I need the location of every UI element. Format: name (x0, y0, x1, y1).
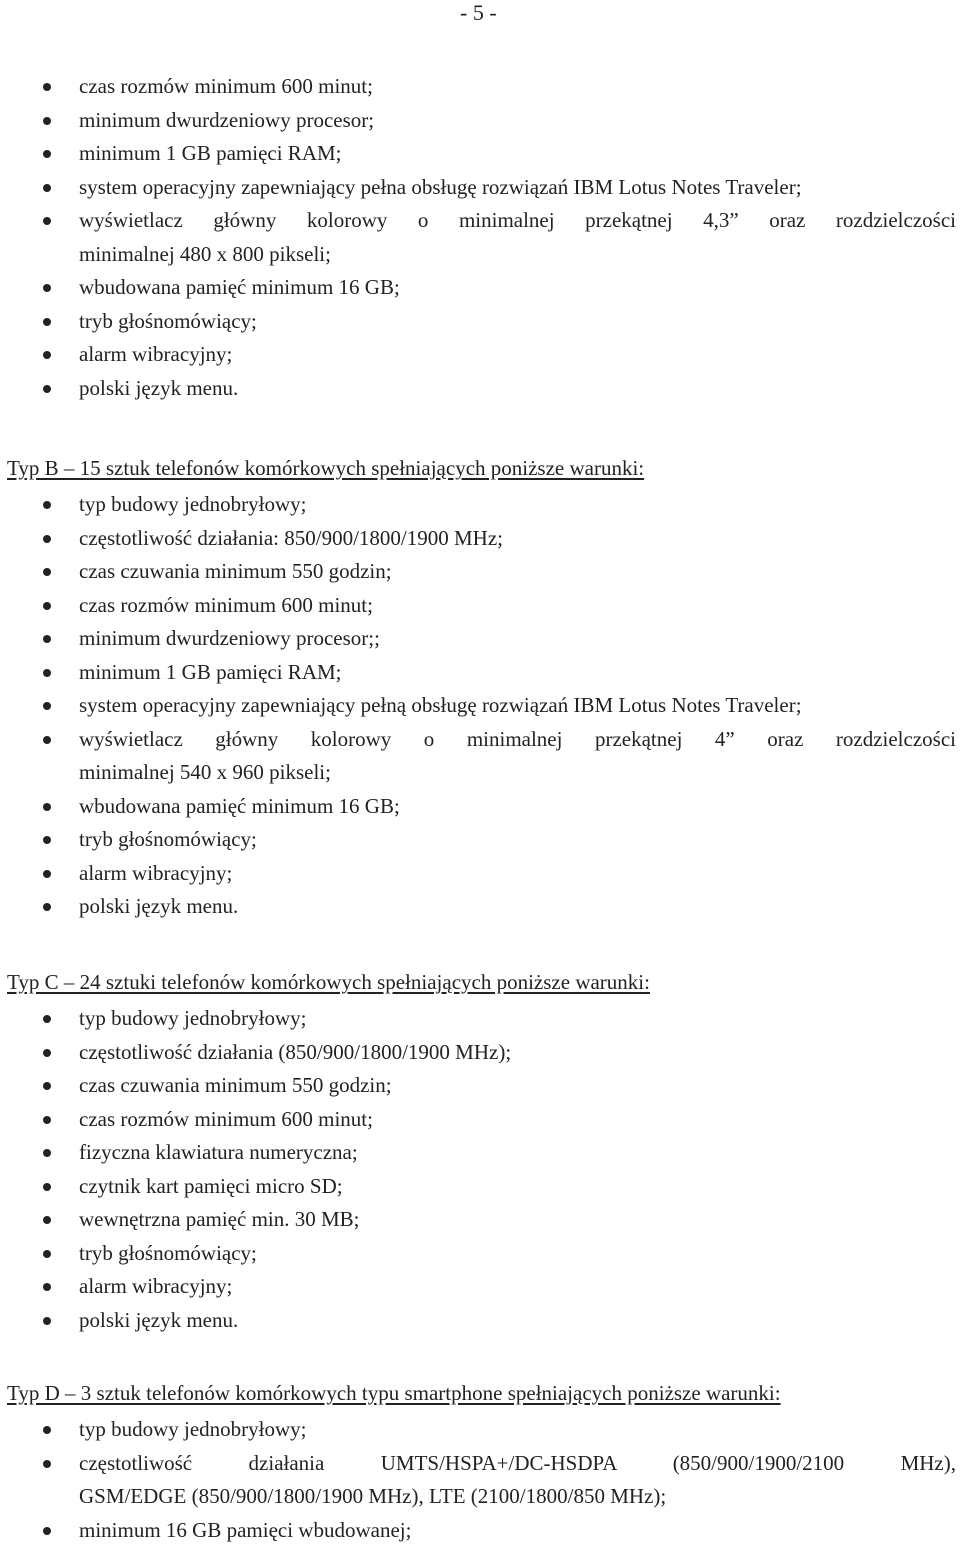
list-item (0, 1237, 960, 1271)
list-item (0, 305, 960, 339)
list-item (0, 1136, 960, 1170)
list-item-text: wewnętrzna pamięć min. 30 MB; (79, 1207, 360, 1231)
list-item (0, 689, 960, 723)
bullet-icon (43, 351, 51, 359)
list-item (0, 1304, 960, 1338)
list-item-line: częstotliwość działania UMTS/HSPA+/DC-HSDPA (850/900/1900/2100 MHz), (79, 1447, 956, 1481)
bullet-icon (43, 568, 51, 576)
list-item-text: tryb głośnomówiący; (79, 827, 257, 851)
list-item (0, 622, 960, 656)
list-item-text: fizyczna klawiatura numeryczna; (79, 1140, 358, 1164)
list-item-line: wyświetlacz główny kolorowy o minimalnej przekątnej 4” oraz rozdzielczości (79, 723, 956, 757)
list-item (0, 70, 960, 104)
list-item (0, 171, 960, 205)
list-item (0, 555, 960, 589)
list-item-text: czas rozmów minimum 600 minut; (79, 593, 373, 617)
list-item (0, 1036, 960, 1070)
section-heading-typ-c: Typ C – 24 sztuki telefonów komórkowych spełniających poniższe warunki: (7, 968, 960, 996)
list-item (0, 271, 960, 305)
list-item (0, 104, 960, 138)
list-item (0, 1413, 960, 1447)
bullet-icon (43, 1049, 51, 1057)
list-item (0, 823, 960, 857)
section-d (0, 1379, 960, 1547)
list-item-text: minimum dwurdzeniowy procesor; (79, 108, 374, 132)
bullet-icon (43, 385, 51, 393)
list-item-line: minimalnej 480 x 800 pikseli; (79, 238, 956, 272)
list-item (0, 790, 960, 824)
list-item-text: wbudowana pamięć minimum 16 GB; (79, 275, 400, 299)
bullet-icon (43, 1183, 51, 1191)
list-item-line: GSM/EDGE (850/900/1800/1900 MHz), LTE (2100/1800/850 MHz); (79, 1480, 956, 1514)
list-item (0, 488, 960, 522)
bullet-icon (43, 635, 51, 643)
section-heading-typ-b: Typ B – 15 sztuk telefonów komórkowych spełniających poniższe warunki: (7, 454, 960, 482)
bullet-icon (43, 184, 51, 192)
bullet-icon (43, 602, 51, 610)
list-item-line: minimalnej 540 x 960 pikseli; (79, 756, 956, 790)
bullet-icon (43, 1426, 51, 1434)
list-item-text: alarm wibracyjny; (79, 1274, 232, 1298)
list-item-text: tryb głośnomówiący; (79, 1241, 257, 1265)
list-item (0, 338, 960, 372)
list-item-text: alarm wibracyjny; (79, 861, 232, 885)
section-b (0, 454, 960, 924)
bullet-icon (43, 1460, 51, 1468)
list-item (0, 522, 960, 556)
list-item-text: typ budowy jednobryłowy; (79, 1417, 306, 1441)
bullet-icon (43, 117, 51, 125)
list-item-text: czas rozmów minimum 600 minut; (79, 74, 373, 98)
bullet-icon (43, 669, 51, 677)
list-item-text: system operacyjny zapewniający pełna obsługę rozwiązań IBM Lotus Notes Traveler; (79, 175, 802, 199)
requirements-list-b (0, 488, 960, 924)
list-item-text: wbudowana pamięć minimum 16 GB; (79, 794, 400, 818)
list-item (0, 589, 960, 623)
list-item-text: czytnik kart pamięci micro SD; (79, 1174, 343, 1198)
list-item-text: minimum 1 GB pamięci RAM; (79, 660, 342, 684)
list-item (0, 1170, 960, 1204)
list-item (0, 1203, 960, 1237)
bullet-icon (43, 1317, 51, 1325)
list-item-text: minimum 1 GB pamięci RAM; (79, 141, 342, 165)
bullet-icon (43, 1216, 51, 1224)
list-item-text: polski język menu. (79, 1308, 238, 1332)
list-item-text: czas czuwania minimum 550 godzin; (79, 559, 392, 583)
list-item (0, 372, 960, 406)
bullet-icon (43, 150, 51, 158)
bullet-icon (43, 903, 51, 911)
bullet-icon (43, 803, 51, 811)
bullet-icon (43, 870, 51, 878)
bullet-icon (43, 217, 51, 225)
list-item-text: polski język menu. (79, 894, 238, 918)
bullet-icon (43, 1527, 51, 1535)
list-item-text: tryb głośnomówiący; (79, 309, 257, 333)
bullet-icon (43, 1283, 51, 1291)
bullet-icon (43, 836, 51, 844)
section-c (0, 968, 960, 1337)
bullet-icon (43, 318, 51, 326)
list-item (0, 1270, 960, 1304)
bullet-icon (43, 702, 51, 710)
list-item (0, 1002, 960, 1036)
bullet-icon (43, 535, 51, 543)
list-item (0, 137, 960, 171)
bullet-icon (43, 736, 51, 744)
list-item-text: polski język menu. (79, 376, 238, 400)
bullet-icon (43, 284, 51, 292)
bullet-icon (43, 83, 51, 91)
list-item (0, 1103, 960, 1137)
requirements-list-a (0, 70, 960, 405)
list-item (0, 204, 960, 271)
list-item-text: alarm wibracyjny; (79, 342, 232, 366)
list-item (0, 1069, 960, 1103)
bullet-icon (43, 1149, 51, 1157)
list-item (0, 1447, 960, 1514)
list-item-text: minimum 16 GB pamięci wbudowanej; (79, 1518, 411, 1542)
list-item (0, 890, 960, 924)
list-item (0, 656, 960, 690)
list-item-text: minimum dwurdzeniowy procesor;; (79, 626, 380, 650)
list-item-text: czas rozmów minimum 600 minut; (79, 1107, 373, 1131)
bullet-icon (43, 1116, 51, 1124)
list-item-text: częstotliwość działania (850/900/1800/1900 MHz); (79, 1040, 511, 1064)
list-item (0, 1514, 960, 1547)
list-item-text: system operacyjny zapewniający pełną obsługę rozwiązań IBM Lotus Notes Traveler; (79, 693, 802, 717)
list-item-text: czas czuwania minimum 550 godzin; (79, 1073, 392, 1097)
bullet-icon (43, 1250, 51, 1258)
list-item-text: częstotliwość działania: 850/900/1800/1900 MHz; (79, 526, 503, 550)
list-item (0, 857, 960, 891)
list-item (0, 723, 960, 790)
list-item-text: typ budowy jednobryłowy; (79, 1006, 306, 1030)
list-item-line: wyświetlacz główny kolorowy o minimalnej przekątnej 4,3” oraz rozdzielczości (79, 204, 956, 238)
page-number: - 5 - (460, 0, 497, 26)
section-heading-typ-d: Typ D – 3 sztuk telefonów komórkowych typu smartphone spełniających poniższe warunki: (7, 1379, 960, 1407)
requirements-list-c (0, 1002, 960, 1337)
list-item-text: typ budowy jednobryłowy; (79, 492, 306, 516)
bullet-icon (43, 1082, 51, 1090)
bullet-icon (43, 501, 51, 509)
section-a (0, 70, 960, 405)
bullet-icon (43, 1015, 51, 1023)
requirements-list-d (0, 1413, 960, 1547)
